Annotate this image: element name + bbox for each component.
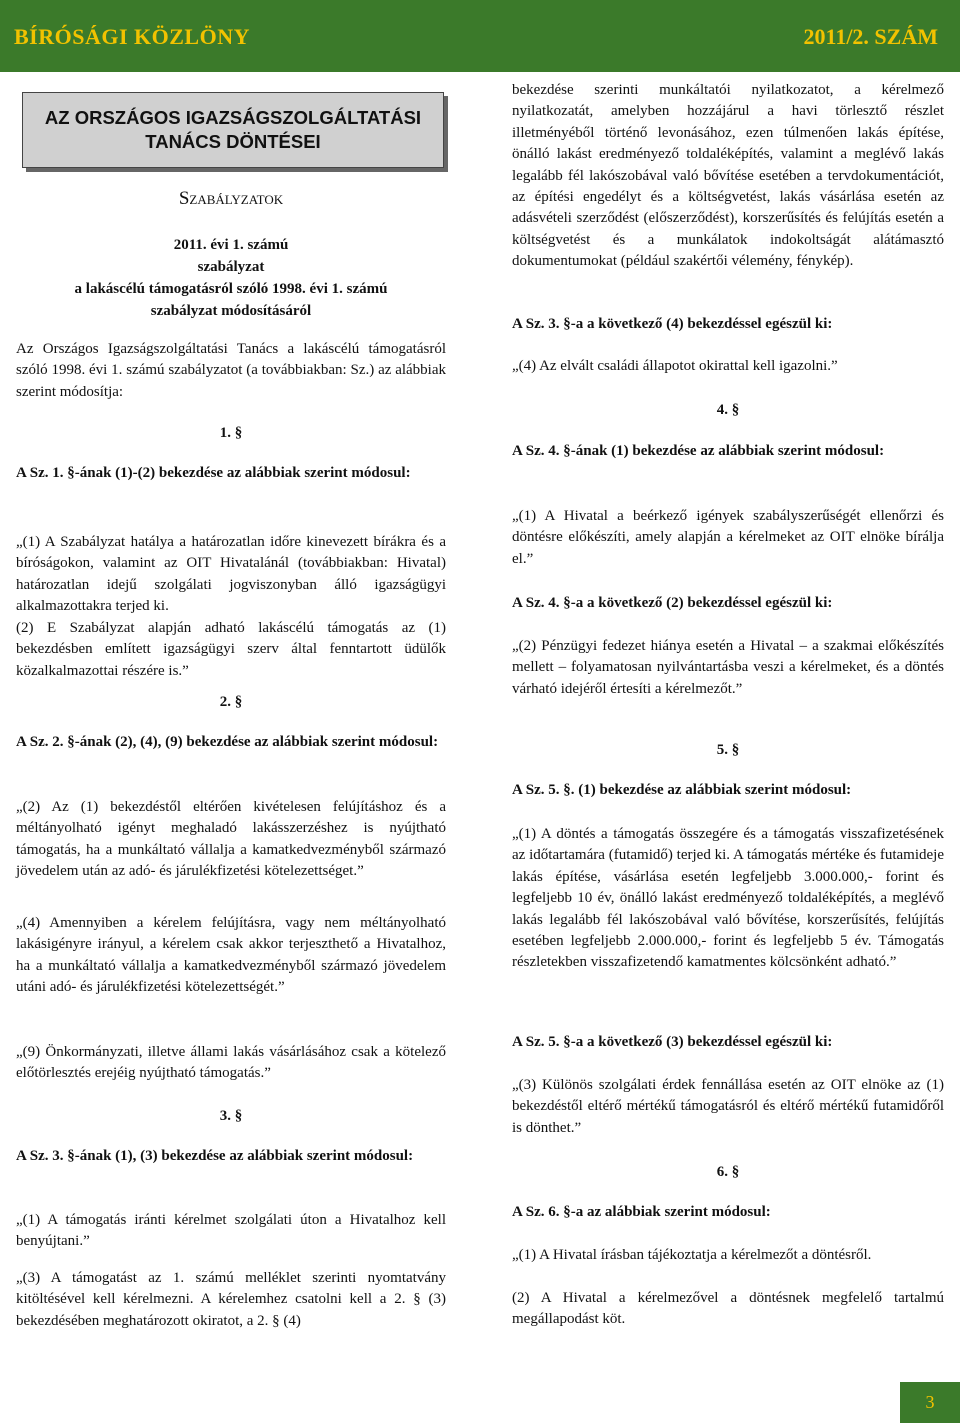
section-3-para-3: „(3) A támogatást az 1. számú melléklet szerinti nyomtatvány kitöltésével kell kérelmezni. A kérelemhez csatolni kell a 2. § (3) bekezdésében meghatározott okiratot, a 2. § (4) [16,1270,446,1329]
preamble: Az Országos Igazságszolgáltatási Tanács a lakáscélú támogatásról szóló 1998. évi 1. számú szabályzatot (a továbbiakban: Sz.) az alábbiak szerint módosítja: [16,341,446,400]
section-4-amend-intro: A Sz. 4. §-a a következő (2) bekezdéssel egészül ki: [512,595,833,611]
section-3-para-4: „(4) Az elvált családi állapotot okirattal kell igazolni.” [512,358,838,374]
section-6-para-2: (2) A Hivatal a kérelmezővel a döntésnek megfelelő tartalmú megállapodást köt. [512,1290,944,1328]
section-1-intro: A Sz. 1. §-ának (1)-(2) bekezdése az alábbiak szerint módosul: [16,465,411,481]
section-3-para-3-continued: bekezdése szerinti munkáltatói nyilatkozatot, a kérelmező nyilatkozatát, amelyben hozzájárul a havi törlesztő részlet illetményéből történő levonásához, ezen túlmenően lakás építése, önálló lakást eredményező toldaléképítés, valamint a meglévő lakás legalább fél lakószobával való bővítése esetében a tervdokumentációt, az építési engedélyt és a költségvetést, lakás vásárlása esetén az adásvételi szerződést (előszerződést), korszerűsítés és felújítás esetén a költségvetést és a munkálatok indokoltságát alátámasztó dokumentumokat (például szakértői vélemény, fénykép). [512,82,944,270]
section-5-para-1: „(1) A döntés a támogatás összegére és a támogatás visszafizetésének az időtartamára (futamidő) terjed ki. A támogatás mértéke és futamideje lakás építése, vásárlása esetén legfeljebb 3.000.000,- forint és legfeljebb 10 év, önálló lakást eredményező toldaléképítés, a meglévő lakás legalább fél lakószobával való bővítése, korszerűsítés, felújítás esetében legfeljebb 2.000.000,- forint és legfeljebb 5 év. Támogatás részletekben visszafizetendő kamatmentes kölcsönként adható.” [512,826,944,971]
section-5-amend-intro: A Sz. 5. §-a a következő (3) bekezdéssel egészül ki: [512,1034,833,1050]
section-2-para-2: „(2) Az (1) bekezdéstől eltérően kivételesen felújításhoz és a méltányolható igényt meghaladó lakásszerzéshez is nyújtható támogatás, ha a munkáltató vállalja a kamatkedvezményből származó jövedelem után az adó- és járulékfizetési kötelezettséget.” [16,799,446,880]
heading-szabalyzatok: Szabályzatok [178,188,284,209]
issue-number: 2011/2. SZÁM [803,24,938,49]
regulation-title [16,234,446,322]
section-3-para-1: „(1) A támogatás iránti kérelmet szolgálati úton a Hivatalhoz kell benyújtani.” [16,1212,446,1250]
reg-title-line: szabályzat módosításáról [150,303,312,319]
section-4-number: 4. § [716,402,740,418]
section-4-intro: A Sz. 4. §-ának (1) bekezdése az alábbiak szerint módosul: [512,443,885,459]
section-5-para-3: „(3) Különös szolgálati érdek fennállása esetén az OIT elnöke az (1) bekezdéstől eltérő mértékű támogatásról és eltérő mértékű futamidőről is dönthet.” [512,1077,944,1136]
section-4-para-1: „(1) A Hivatal a beérkező igények szabályszerűségét ellenőrzi és döntésre előkészíti, amely alapján a kérelmeket az OIT elnöke bírálja el.” [512,508,944,567]
section-3-intro: A Sz. 3. §-ának (1), (3) bekezdése az alábbiak szerint módosul: [16,1148,414,1164]
section-6-intro: A Sz. 6. §-a az alábbiak szerint módosul: [512,1204,771,1220]
section-1-number: 1. § [219,425,243,441]
reg-title-line: szabályzat [197,259,265,275]
section-title-line1: AZ ORSZÁGOS IGAZSÁGSZOLGÁLTATÁSI [44,107,422,128]
section-2-number: 2. § [219,694,243,710]
section-4-para-2: „(2) Pénzügyi fedezet hiánya esetén a Hivatal – a szakmai előkészítés mellett – folyamatosan nyilvántartásba veszi a kérelmeket, és a döntés várható idejéről értesíti a kérelmezőt.” [512,638,944,697]
section-5-number: 5. § [716,742,740,758]
section-title-box [22,92,444,168]
journal-title: BÍRÓSÁGI KÖZLÖNY [14,24,250,49]
section-2-para-4: „(4) Amennyiben a kérelem felújításra, vagy nem méltányolható lakásigényre irányul, a kérelem csak akkor terjeszthető a Hivatalhoz, ha a munkáltató vállalja a kamatkedvezményből származó jövedelem utáni adó- és járulékfizetési kötelezettségét.” [16,915,446,996]
page-number: 3 [900,1382,960,1423]
section-5-intro: A Sz. 5. §. (1) bekezdése az alábbiak szerint módosul: [512,782,852,798]
section-6-para-1: „(1) A Hivatal írásban tájékoztatja a kérelmezőt a döntésről. [512,1247,872,1263]
section-6-number: 6. § [716,1164,740,1180]
section-title-line2: TANÁCS DÖNTÉSEI [145,131,321,152]
section-1-para-1: „(1) A Szabályzat hatálya a határozatlan időre kinevezett bírákra és a bíróságokon, valamint az OIT Hivatalánál (továbbiakban: Hivatal) határozatlan idejű szolgálati jogviszonyban álló igazságügyi alkalmazottakra terjed ki. [16,534,446,615]
reg-title-line: a lakáscélú támogatásról szóló 1998. évi 1. számú [74,281,388,297]
page-header [0,0,960,72]
section-3-amend-intro: A Sz. 3. §-a a következő (4) bekezdéssel egészül ki: [512,316,833,332]
section-1-para-2: (2) E Szabályzat alapján adható lakáscélú támogatás az (1) bekezdésben említett igazságügyi szerv által fenntartott üdülők közalkalmazottai részére is.” [16,620,446,679]
reg-title-line: 2011. évi 1. számú [173,237,289,253]
section-3-number: 3. § [219,1108,243,1124]
section-2-para-9: „(9) Önkormányzati, illetve állami lakás vásárlásához csak a kötelező előtörlesztés erejéig nyújtható támogatás.” [16,1044,446,1082]
section-2-intro: A Sz. 2. §-ának (2), (4), (9) bekezdése az alábbiak szerint módosul: [16,734,439,750]
